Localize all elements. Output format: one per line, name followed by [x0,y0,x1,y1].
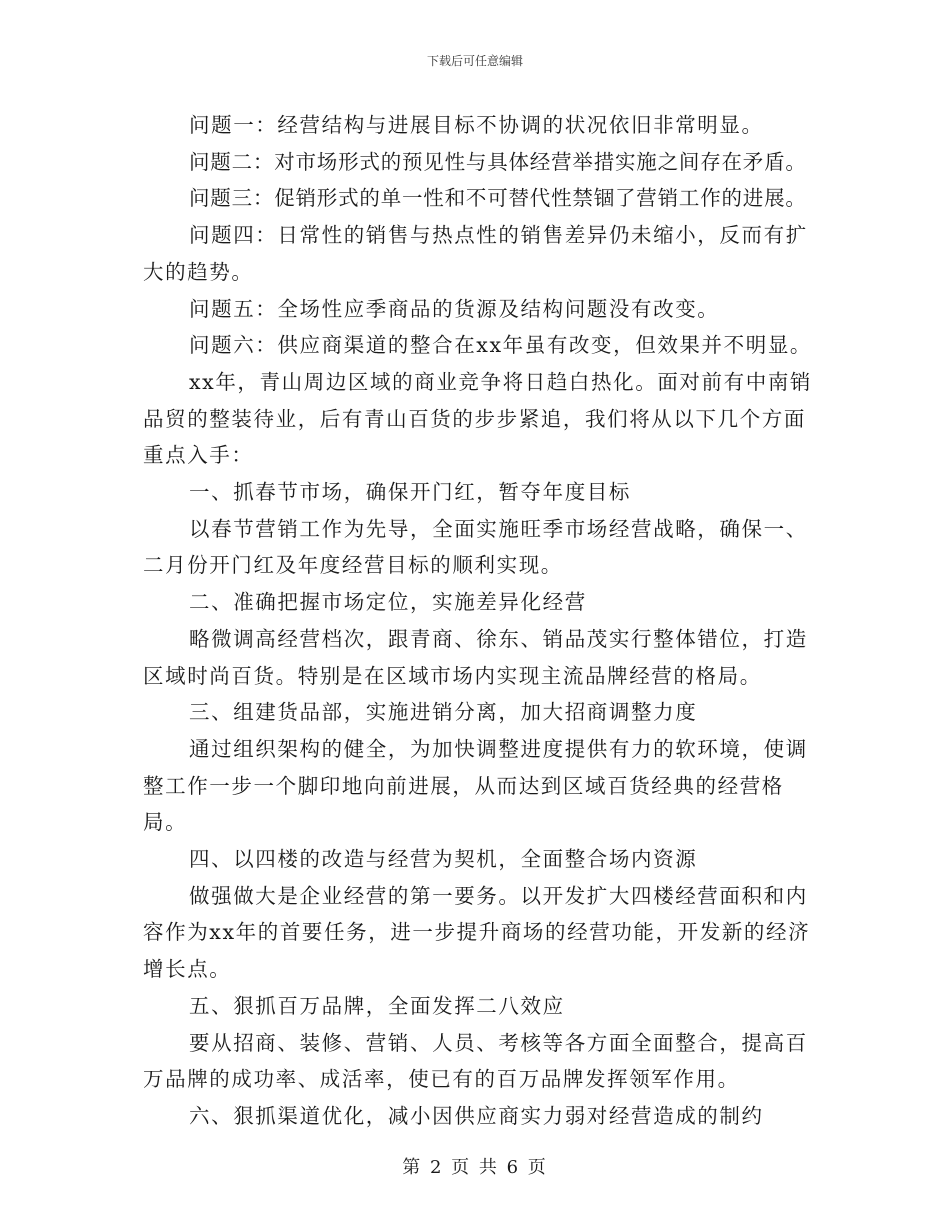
paragraph-intro: xx年，青山周边区域的商业竞争将日趋白热化。面对前有中南销品贸的整装待业，后有青山百货的步步紧追，我们将从以下几个方面重点入手： [143,369,813,468]
section-body-4: 做强做大是企业经营的第一要务。以开发扩大四楼经营面积和内容作为xx年的首要任务，进一步提升商场的经营功能，开发新的经济增长点。 [143,883,811,982]
footer-prefix: 第 [402,1157,423,1178]
paragraph-issue-1: 问题一：经营结构与进展目标不协调的状况依旧非常明显。 [189,113,764,137]
document-body [143,107,813,1135]
section-body-3: 通过组织架构的健全，为加快调整进度提供有力的软环境，使调整工作一步一个脚印地向前进展，从而达到区域百货经典的经营格局。 [143,736,808,835]
section-heading-4: 四、以四楼的改造与经营为契机，全面整合场内资源 [189,847,698,872]
paragraph-issue-2: 问题二：对市场形式的预见性与具体经营举措实施之间存在矛盾。 [189,149,807,174]
section-heading-6: 六、狠抓渠道优化，减小因供应商实力弱对经营造成的制约 [189,1103,764,1128]
footer-suffix: 页 [527,1157,548,1178]
paragraph-issue-6: 问题六：供应商渠道的整合在xx年虽有改变，但效果并不明显。 [189,333,813,358]
section-heading-5: 五、狠抓百万品牌，全面发挥二八效应 [189,993,565,1018]
paragraph-issue-3: 问题三：促销形式的单一性和不可替代性禁锢了营销工作的进展。 [189,186,807,211]
footer-current-page: 2 [429,1157,444,1178]
paragraph-issue-4: 问题四：日常性的销售与热点性的销售差异仍未缩小，反而有扩大的趋势。 [143,223,808,284]
section-body-2: 略微调高经营档次，跟青商、徐东、销品茂实行整体错位，打造区域时尚百货。特别是在区域市场内实现主流品牌经营的格局。 [143,626,808,688]
section-heading-3: 三、组建货品部，实施进销分离，加大招商调整力度 [189,700,698,725]
footer-total-pages: 6 [506,1157,521,1178]
page-footer [0,1153,950,1179]
page-header-note: 下载后可任意编辑 [426,54,523,68]
footer-middle: 页 共 [451,1157,499,1178]
section-heading-1: 一、抓春节市场，确保开门红，暂夺年度目标 [189,480,631,505]
paragraph-issue-5: 问题五：全场性应季商品的货源及结构问题没有改变。 [189,296,720,321]
section-heading-2: 二、准确把握市场定位，实施差异化经营 [189,590,587,615]
section-body-1: 以春节营销工作为先导，全面实施旺季市场经营战略，确保一、二月份开门红及年度经营目标的顺利实现。 [143,516,808,578]
section-body-5: 要从招商、装修、营销、人员、考核等各方面全面整合，提高百万品牌的成功率、成活率，使已有的百万品牌发挥领军作用。 [143,1030,808,1092]
